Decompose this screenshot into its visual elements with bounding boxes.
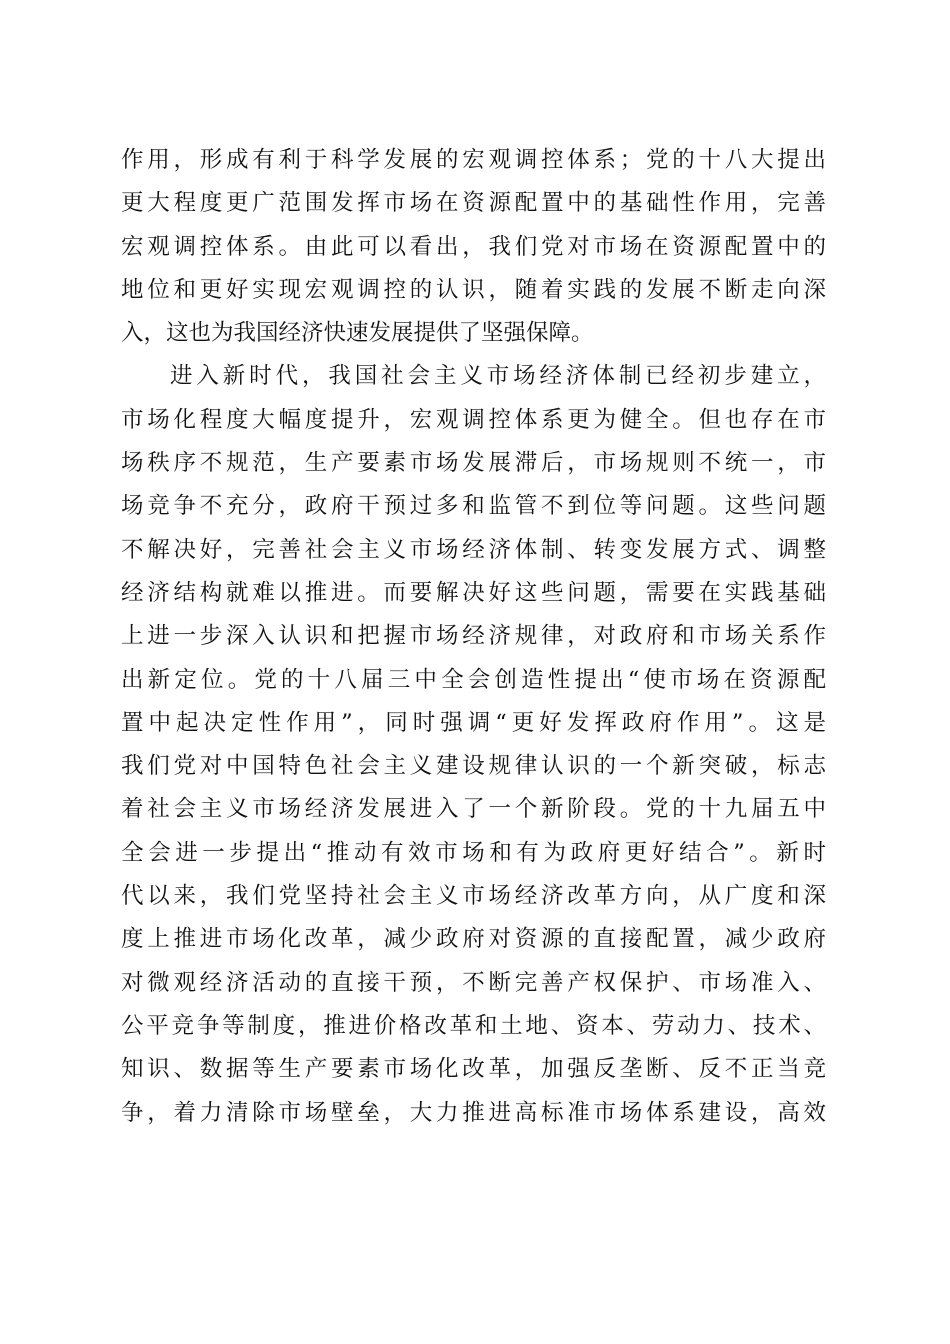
text-line: 宏观调控体系。由此可以看出，我们党对市场在资源配置中的: [121, 233, 826, 260]
text-line: 上进一步深入认识和把握市场经济规律，对政府和市场关系作: [121, 623, 826, 650]
text-line: 公平竞争等制度，推进价格改革和土地、资本、劳动力、技术、: [121, 1012, 826, 1039]
paragraph-2: [121, 355, 826, 1134]
text-line: 更大程度更广范围发挥市场在资源配置中的基础性作用，完善: [121, 190, 826, 217]
text-line: 全会进一步提出“推动有效市场和有为政府更好结合”。新时: [121, 839, 826, 866]
text-line: 不解决好，完善社会主义市场经济体制、转变发展方式、调整: [121, 536, 826, 563]
text-line: 地位和更好实现宏观调控的认识，随着实践的发展不断走向深: [121, 276, 826, 303]
text-line: 出新定位。党的十八届三中全会创造性提出“使市场在资源配: [121, 666, 826, 693]
text-line: 经济结构就难以推进。而要解决好这些问题，需要在实践基础: [121, 579, 826, 606]
text-line: 市场化程度大幅度提升，宏观调控体系更为健全。但也存在市: [121, 406, 826, 433]
text-line: 进入新时代，我国社会主义市场经济体制已经初步建立，: [170, 363, 826, 390]
text-line: 知识、数据等生产要素市场化改革，加强反垄断、反不正当竞: [121, 1056, 826, 1083]
text-line: 我们党对中国特色社会主义建设规律认识的一个新突破，标志: [121, 753, 826, 780]
document-body: [121, 139, 826, 1135]
text-line: 作用，形成有利于科学发展的宏观调控体系；党的十八大提出: [121, 147, 826, 173]
text-line: 场竞争不充分，政府干预过多和监管不到位等问题。这些问题: [121, 493, 826, 520]
text-line: 度上推进市场化改革，减少政府对资源的直接配置，减少政府: [121, 926, 826, 953]
text-line: 争，着力清除市场壁垒，大力推进高标准市场体系建设，高效: [121, 1099, 826, 1126]
text-line: 场秩序不规范，生产要素市场发展滞后，市场规则不统一，市: [121, 450, 826, 477]
text-line: 代以来，我们党坚持社会主义市场经济改革方向，从广度和深: [121, 883, 826, 910]
text-line: 入，这也为我国经济快速发展提供了坚强保障。: [121, 320, 594, 347]
text-line: 置中起决定性作用”，同时强调“更好发挥政府作用”。这是: [121, 709, 826, 736]
text-line: 对微观经济活动的直接干预，不断完善产权保护、市场准入、: [121, 969, 826, 996]
text-line: 着社会主义市场经济发展进入了一个新阶段。党的十九届五中: [121, 796, 826, 823]
paragraph-1: [121, 139, 826, 355]
